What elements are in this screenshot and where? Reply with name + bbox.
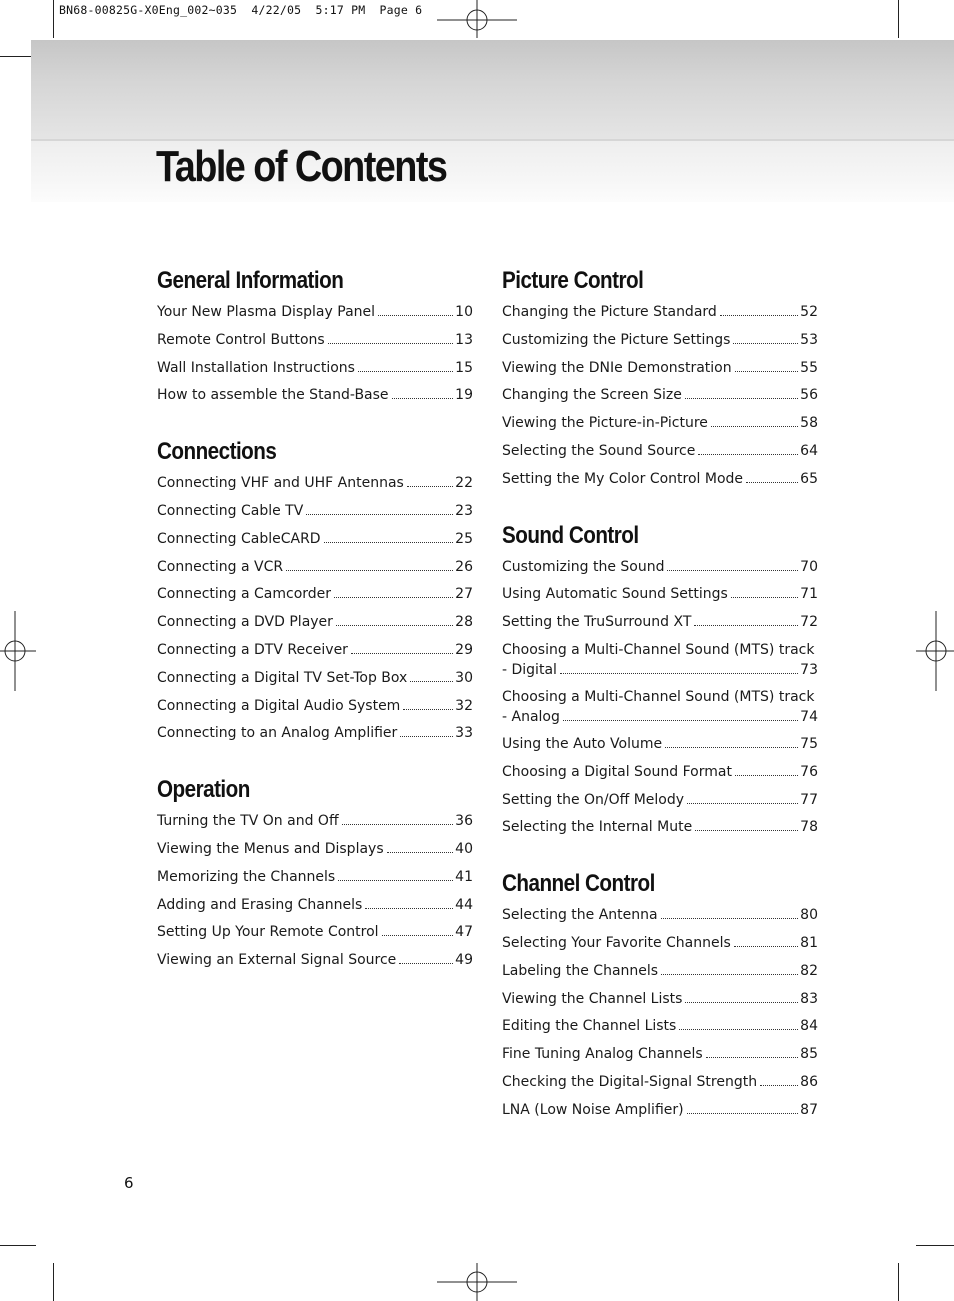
entry-page-number: 26 [455, 558, 473, 575]
entry-title: Setting the My Color Control Mode [502, 470, 744, 487]
toc-entry[interactable] [502, 557, 818, 585]
section-heading: Channel Control [502, 870, 655, 898]
entry-page-number: 44 [455, 896, 473, 913]
entry-title: Connecting a DTV Receiver [157, 641, 348, 658]
entry-title: Choosing a Digital Sound Format [502, 763, 732, 780]
dot-leader [399, 962, 453, 964]
registration-mark-icon [0, 611, 36, 691]
entry-page-number: 78 [800, 819, 818, 836]
dot-leader [342, 823, 454, 825]
toc-entry[interactable] [157, 640, 473, 668]
registration-mark-icon [916, 611, 954, 691]
entry-page-number: 73 [800, 661, 818, 678]
toc-entry[interactable] [157, 895, 473, 923]
crop-mark [898, 1263, 899, 1301]
dot-leader [687, 1112, 799, 1114]
toc-entry[interactable] [502, 441, 818, 469]
dot-leader [365, 907, 453, 909]
entry-title: Connecting a Digital TV Set-Top Box [157, 669, 408, 686]
entry-title: Connecting a Digital Audio System [157, 697, 401, 714]
entry-title: Choosing a Multi-Channel Sound (MTS) track [502, 641, 815, 658]
registration-mark-icon [437, 1263, 517, 1301]
dot-leader [328, 342, 453, 344]
toc-entry[interactable] [157, 950, 473, 978]
entry-title: Using Automatic Sound Settings [502, 586, 728, 603]
toc-entry[interactable] [502, 790, 818, 818]
dot-leader [358, 370, 453, 372]
entry-title: Editing the Channel Lists [502, 1018, 677, 1035]
dot-leader [560, 672, 798, 674]
toc-entry[interactable] [502, 413, 818, 441]
entry-title: Adding and Erasing Channels [157, 896, 363, 913]
entry-title: Labeling the Channels [502, 962, 659, 979]
dot-leader [400, 735, 453, 737]
entry-page-number: 75 [800, 735, 818, 752]
entry-page-number: 87 [800, 1101, 818, 1118]
toc-entry[interactable] [502, 734, 818, 762]
dot-leader [711, 425, 798, 427]
dot-leader [734, 945, 798, 947]
dot-leader [410, 680, 453, 682]
entry-page-number: 25 [455, 530, 473, 547]
toc-section-channel-control [502, 867, 818, 1127]
entry-title: Choosing a Multi-Channel Sound (MTS) track [502, 688, 815, 705]
entry-title: Viewing the Menus and Displays [157, 840, 384, 857]
toc-entry[interactable] [502, 687, 818, 734]
entry-page-number: 72 [800, 614, 818, 631]
entry-title: Selecting the Antenna [502, 907, 658, 924]
entry-title: Using the Auto Volume [502, 735, 663, 752]
entry-page-number: 84 [800, 1018, 818, 1035]
crop-mark [916, 1245, 954, 1246]
toc-entry[interactable] [157, 501, 473, 529]
section-heading: General Information [157, 267, 344, 294]
registration-mark-icon [437, 0, 517, 38]
entry-page-number: 83 [800, 990, 818, 1007]
entry-page-number: 47 [455, 924, 473, 941]
entry-title: Setting the TruSurround XT [502, 614, 692, 631]
dot-leader [306, 513, 453, 515]
dot-leader [351, 652, 453, 654]
entry-page-number: 64 [800, 442, 818, 459]
entry-page-number: 71 [800, 586, 818, 603]
dot-leader [403, 708, 453, 710]
entry-title: Connecting CableCARD [157, 530, 321, 547]
entry-title: Selecting Your Favorite Channels [502, 934, 731, 951]
toc-entry[interactable] [502, 302, 818, 330]
entry-page-number: 22 [455, 475, 473, 492]
crop-mark [53, 1263, 54, 1301]
dot-leader [661, 973, 798, 975]
entry-title: Wall Installation Instructions [157, 359, 355, 376]
dot-leader [382, 934, 454, 936]
entry-title: Viewing an External Signal Source [157, 952, 397, 969]
entry-page-number: 82 [800, 962, 818, 979]
entry-page-number: 19 [455, 387, 473, 404]
toc-right-column [502, 264, 818, 1150]
dot-leader [685, 397, 798, 399]
toc-left-column [157, 264, 473, 1000]
toc-entry[interactable] [502, 469, 818, 497]
dot-leader [665, 746, 798, 748]
entry-title: Setting Up Your Remote Control [157, 924, 379, 941]
dot-leader [731, 596, 798, 598]
toc-entry[interactable] [502, 612, 818, 640]
dot-leader [378, 314, 453, 316]
toc-entry[interactable] [157, 529, 473, 557]
toc-entry[interactable] [157, 330, 473, 358]
toc-entry[interactable] [502, 989, 818, 1017]
entry-title: Connecting a VCR [157, 558, 284, 575]
dot-leader [563, 719, 798, 721]
entry-title: Selecting the Sound Source [502, 442, 696, 459]
entry-page-number: 52 [800, 304, 818, 320]
entry-page-number: 56 [800, 387, 818, 404]
dot-leader [667, 569, 798, 571]
entry-page-number: 65 [800, 470, 818, 487]
dot-leader [706, 1056, 798, 1058]
toc-entry[interactable] [502, 584, 818, 612]
dot-leader [661, 917, 799, 919]
dot-leader [687, 802, 798, 804]
toc-entry[interactable] [157, 668, 473, 696]
entry-title-continued-row [502, 660, 818, 680]
dot-leader [336, 624, 453, 626]
entry-page-number: 80 [800, 907, 818, 924]
dot-leader [720, 314, 798, 316]
entry-title: How to assemble the Stand-Base [157, 387, 389, 404]
toc-entry[interactable] [157, 922, 473, 950]
entry-title: Customizing the Sound [502, 558, 665, 575]
entry-page-number: 28 [455, 614, 473, 631]
toc-section-picture-control [502, 264, 818, 497]
toc-section-sound-control [502, 519, 818, 846]
entry-title: LNA (Low Noise Amplifier) [502, 1101, 684, 1118]
toc-entry[interactable] [157, 839, 473, 867]
entry-page-number: 55 [800, 359, 818, 376]
toc-section-connections [157, 435, 473, 751]
entry-title: Connecting Cable TV [157, 502, 304, 519]
toc-entry[interactable] [157, 302, 473, 330]
dot-leader [760, 1084, 798, 1086]
toc-entry[interactable] [502, 1100, 818, 1128]
dot-leader [694, 624, 798, 626]
toc-entry[interactable] [157, 385, 473, 413]
page-number: 6 [124, 1174, 134, 1192]
entry-page-number: 40 [455, 840, 473, 857]
entry-page-number: 58 [800, 415, 818, 432]
entry-page-number: 81 [800, 934, 818, 951]
entry-page-number: 77 [800, 791, 818, 808]
entry-page-number: 10 [455, 304, 473, 320]
entry-page-number: 33 [455, 725, 473, 742]
entry-title: Fine Tuning Analog Channels [502, 1046, 703, 1063]
dot-leader [387, 851, 454, 853]
toc-entry[interactable] [502, 933, 818, 961]
entry-page-number: 86 [800, 1073, 818, 1090]
entry-title: Checking the Digital-Signal Strength [502, 1073, 758, 1090]
dot-leader [733, 342, 798, 344]
entry-page-number: 41 [455, 868, 473, 885]
entry-page-number: 49 [455, 952, 473, 969]
header-banner-band [31, 40, 954, 140]
toc-entry[interactable] [502, 905, 818, 933]
toc-entry[interactable] [157, 867, 473, 895]
entry-title: Connecting a Camcorder [157, 586, 332, 603]
toc-entry[interactable] [502, 817, 818, 845]
toc-entry[interactable] [502, 762, 818, 790]
entry-page-number: 27 [455, 586, 473, 603]
toc-entry[interactable] [157, 584, 473, 612]
toc-entry[interactable] [157, 612, 473, 640]
entry-page-number: 23 [455, 502, 473, 519]
dot-leader [407, 485, 453, 487]
header-banner-line [31, 139, 954, 141]
entry-title: Customizing the Picture Settings [502, 331, 731, 348]
crop-mark [53, 0, 54, 38]
dot-leader [685, 1001, 798, 1003]
entry-title: Connecting to an Analog Amplifier [157, 725, 398, 742]
entry-title: Memorizing the Channels [157, 868, 336, 885]
dot-leader [338, 879, 453, 881]
entry-title-continued: - Digital [502, 661, 557, 678]
toc-entry[interactable] [502, 961, 818, 989]
toc-entry[interactable] [502, 640, 818, 687]
toc-entry[interactable] [502, 1044, 818, 1072]
toc-entry[interactable] [157, 723, 473, 751]
toc-entry[interactable] [502, 330, 818, 358]
toc-entry[interactable] [502, 1016, 818, 1044]
entry-page-number: 13 [455, 331, 473, 348]
entry-title: Connecting VHF and UHF Antennas [157, 475, 404, 492]
section-heading: Connections [157, 438, 277, 466]
dot-leader [735, 774, 798, 776]
entry-page-number: 53 [800, 331, 818, 348]
entry-title: Your New Plasma Display Panel [157, 304, 376, 320]
toc-entry[interactable] [502, 385, 818, 413]
entry-page-number: 70 [800, 558, 818, 575]
entry-title: Viewing the DNIe Demonstration [502, 359, 732, 376]
toc-entry[interactable] [157, 473, 473, 501]
toc-entry[interactable] [502, 358, 818, 386]
dot-leader [746, 481, 798, 483]
entry-title: Remote Control Buttons [157, 331, 325, 348]
section-heading: Picture Control [502, 267, 644, 294]
toc-entry[interactable] [157, 696, 473, 724]
toc-entry[interactable] [157, 358, 473, 386]
dot-leader [698, 453, 798, 455]
entry-page-number: 15 [455, 359, 473, 376]
dot-leader [679, 1028, 798, 1030]
entry-page-number: 32 [455, 697, 473, 714]
entry-page-number: 30 [455, 669, 473, 686]
section-heading: Sound Control [502, 521, 639, 549]
entry-page-number: 36 [455, 813, 473, 830]
print-slug: BN68-00825G-X0Eng_002~035 4/22/05 5:17 PM Page 6 [59, 3, 423, 17]
dot-leader [392, 397, 454, 399]
dot-leader [695, 829, 798, 831]
page-title: Table of Contents [156, 142, 447, 191]
entry-title: Viewing the Channel Lists [502, 990, 683, 1007]
entry-page-number: 74 [800, 708, 818, 725]
dot-leader [324, 541, 454, 543]
dot-leader [735, 370, 799, 372]
entry-title: Changing the Screen Size [502, 387, 682, 404]
toc-entry[interactable] [157, 811, 473, 839]
toc-entry[interactable] [157, 557, 473, 585]
entry-title: Viewing the Picture-in-Picture [502, 415, 708, 432]
dot-leader [334, 596, 453, 598]
toc-section-general-information [157, 264, 473, 413]
toc-entry[interactable] [502, 1072, 818, 1100]
entry-title: Connecting a DVD Player [157, 614, 333, 631]
section-heading: Operation [157, 776, 250, 804]
entry-page-number: 29 [455, 641, 473, 658]
crop-mark [0, 1245, 36, 1246]
crop-mark [898, 0, 899, 38]
dot-leader [286, 569, 453, 571]
entry-title: Setting the On/Off Melody [502, 791, 685, 808]
entry-page-number: 85 [800, 1046, 818, 1063]
toc-section-operation [157, 773, 473, 978]
entry-title: Turning the TV On and Off [157, 813, 339, 830]
entry-title: Selecting the Internal Mute [502, 819, 693, 836]
entry-title-continued-row [502, 707, 818, 727]
entry-page-number: 76 [800, 763, 818, 780]
entry-title: Changing the Picture Standard [502, 304, 717, 320]
entry-title-continued: - Analog [502, 708, 560, 725]
